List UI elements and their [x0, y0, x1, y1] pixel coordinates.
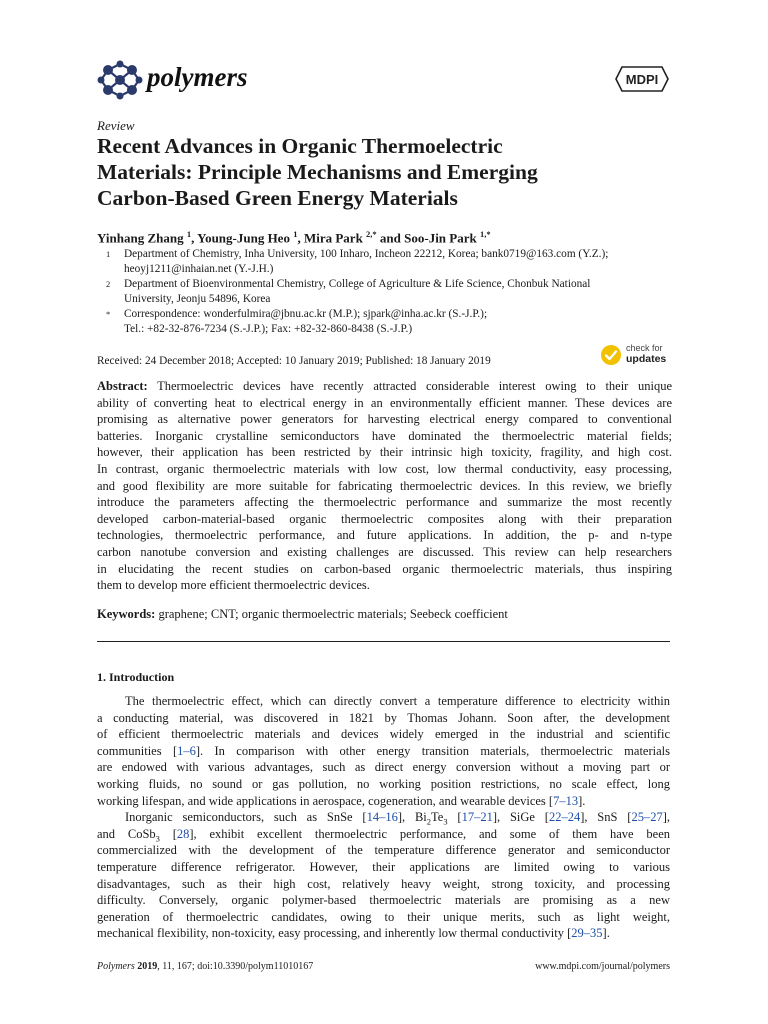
body-line: commercialized with the development of the temperature difference generator and semiconductor [97, 843, 670, 858]
polymers-logo-icon [97, 60, 143, 100]
body-line: communities [1–6]. In comparison with other energy transition materials, thermoelectric materials [97, 743, 670, 758]
author-affiliation-mark: 1,* [479, 229, 491, 239]
body-line: a conducting material, was discovered in 1821 by Thomas Johann. Soon after, the development [97, 710, 670, 725]
body-line: working lifespan, and wide applications in aerospace, cogeneration, and wearable devices [7–13]. [97, 793, 586, 808]
body-line: and CoSb$_3$ [28], exhibit excellent thermoelectric performance, and some of them have been [97, 826, 670, 844]
author-affiliation-mark: 1 [293, 229, 298, 239]
journal-url-link[interactable]: www.mdpi.com/journal/polymers [535, 961, 670, 972]
title-line: Materials: Principle Mechanisms and Emerging [97, 160, 538, 184]
check-for-updates-button[interactable] [600, 342, 672, 368]
affiliation-item [97, 277, 677, 307]
journal-header [97, 58, 670, 102]
abstract [97, 378, 672, 594]
section-heading: 1. Introduction [97, 670, 175, 684]
author-name: Young-Jung Heo [197, 230, 290, 246]
author-list: Yinhang Zhang $^1$, Young-Jung Heo $^1$, Mira Park $^{2,*}$ and Soo-Jin Park $^{1,*}$ [97, 229, 491, 246]
author-name: Mira Park [303, 230, 363, 246]
check-updates-line1: check for [626, 343, 663, 353]
check-updates-line2: updates [626, 353, 667, 365]
article-title [97, 133, 677, 211]
author-affiliation-mark: 1 [186, 229, 192, 239]
abstract-line: however, their application has been restricted by their intrinsic high toxicity, fragility, and high cost. [97, 445, 672, 460]
body-line: disadvantages, such as their high cost, relatively heavy weight, strong toxicity, and processing [97, 876, 670, 891]
affiliation-mark: 2 [106, 279, 111, 289]
citation-link[interactable]: 7–13 [553, 793, 579, 808]
affiliation-line: Department of Chemistry, Inha University, 100 Inharo, Incheon 22212, Korea; bank0719@163.com (Y.Z.); [124, 248, 609, 260]
journal-name: polymers [147, 62, 248, 92]
body-line: The thermoelectric effect, which can directly convert a temperature difference to electricity within [125, 694, 670, 708]
abstract-label: Abstract: [97, 379, 148, 393]
author-name: Soo-Jin Park [404, 230, 477, 246]
abstract-line: In contrast, organic thermoelectric materials with low cost, low thermal conductivity, easy processing, [97, 461, 672, 476]
keywords-label: Keywords: [97, 607, 156, 621]
body-line: mechanical flexibility, non-toxicity, easy processing, and inherently low thermal conductivity [29–35]. [97, 926, 610, 941]
check-updates-icon [600, 344, 622, 366]
body-line: Inorganic semiconductors, such as SnSe [14–16], $Bi_2Te_3$ [17–21], SiGe [22–24], SnS [25–27], [125, 810, 670, 827]
section-divider [97, 641, 670, 642]
title-line: Carbon-Based Green Energy Materials [97, 186, 458, 210]
subscript: 3 [155, 833, 160, 844]
affiliation-mark: * [106, 309, 111, 319]
article-type: Review [97, 118, 135, 133]
abstract-line: promising as alternative power generators for harvesting electrical energy compared to conventional [97, 412, 672, 427]
publisher-name: MDPI [625, 72, 659, 87]
abstract-line: in elucidating the recent studies on carbon-based organic thermoelectric materials, thus inspiring [97, 561, 672, 576]
author-affiliation-mark: 2,* [366, 229, 377, 239]
citation-link[interactable]: 17–21 [461, 810, 493, 825]
abstract-line: introduce the parameters affecting the thermoelectric performance and summarize the most recently [97, 495, 672, 510]
abstract-line: them to develop more efficient thermoelectric devices. [97, 578, 370, 593]
abstract-line: carbon nanotube conversion and existing challenges are discussed. This review can help researchers [97, 544, 672, 559]
mdpi-logo [614, 64, 670, 94]
affiliation-line: heoyj1211@inhaian.net (Y.-J.H.) [124, 263, 274, 275]
body-line: temperature difference refrigerator. However, their applications are limited owing to various [97, 859, 670, 874]
body-line: working fluids, no sound or gas pollution, no working position restrictions, no scale effect, long [97, 776, 670, 791]
author-name: Yinhang Zhang [97, 230, 184, 246]
abstract-line: ability of converting heat to electrical energy in an environmentally efficient manner. These devices are [97, 395, 672, 410]
subscript: 3 [443, 816, 448, 827]
abstract-line: and good flexibility are more suitable for fabricating thermoelectric devices. In this review, we briefly [97, 478, 672, 493]
body-line: generation of thermoelectric candidates, owing to their unique merits, such as light weight, [97, 909, 670, 924]
affiliation-line: Tel.: +82-32-876-7234 (S.-J.P.); Fax: +82-32-860-8438 (S.-J.P.) [124, 323, 413, 335]
keywords [97, 607, 508, 622]
citation-link[interactable]: 29–35 [571, 926, 603, 941]
abstract-line: Abstract: Thermoelectric devices have recently attracted considerable interest owing to their unique [97, 379, 672, 393]
abstract-line: developed carbon-material-based organic thermoelectric composites along with their preparation [97, 511, 672, 526]
title-line: Recent Advances in Organic Thermoelectric [97, 134, 503, 158]
affiliation-line: Correspondence: wonderfulmira@jbnu.ac.kr (M.P.); sjpark@inha.ac.kr (S.-J.P.); [124, 308, 488, 320]
body-line: are endowed with various advantages, such as direct energy conversion without a moving part or [97, 760, 670, 775]
footer-year: 2019 [137, 961, 158, 972]
correspondence-item [97, 307, 677, 337]
introduction-body [97, 693, 670, 942]
citation-line [97, 961, 313, 972]
footer-citation-rest: , 11, 167; doi:10.3390/polym11010167 [157, 961, 314, 972]
citation-link[interactable]: 22–24 [548, 810, 581, 825]
affiliations [97, 247, 677, 337]
citation-link[interactable]: 1–6 [177, 743, 196, 758]
affiliation-line: Department of Bioenvironmental Chemistry, College of Agriculture & Life Science, Chonbuk National [124, 278, 591, 290]
affiliation-line: University, Jeonju 54896, Korea [124, 293, 271, 305]
citation-link[interactable]: 28 [176, 826, 190, 841]
keywords-text: graphene; CNT; organic thermoelectric materials; Seebeck coefficient [158, 607, 508, 621]
citation-link[interactable]: 25–27 [631, 810, 663, 825]
footer-journal: Polymers [97, 961, 135, 972]
body-line: of efficient thermoelectric materials and devices widely emerged in the industrial and scientific [97, 727, 670, 742]
publication-dates: Received: 24 December 2018; Accepted: 10 January 2019; Published: 18 January 2019 [97, 355, 491, 367]
affiliation-mark: 1 [106, 249, 111, 259]
subscript: 2 [426, 816, 432, 827]
citation-link[interactable]: 14–16 [366, 810, 398, 825]
abstract-line: batteries. Inorganic crystalline semiconductors have dominated the thermoelectric material fields; [97, 428, 672, 443]
affiliation-item [97, 247, 677, 277]
body-line: difficulty. Conversely, organic polymer-based thermoelectric materials are promising as a new [97, 893, 670, 908]
abstract-line: technologies, thermoelectric performance, and future applications. In addition, the p- and n-type [97, 528, 672, 543]
